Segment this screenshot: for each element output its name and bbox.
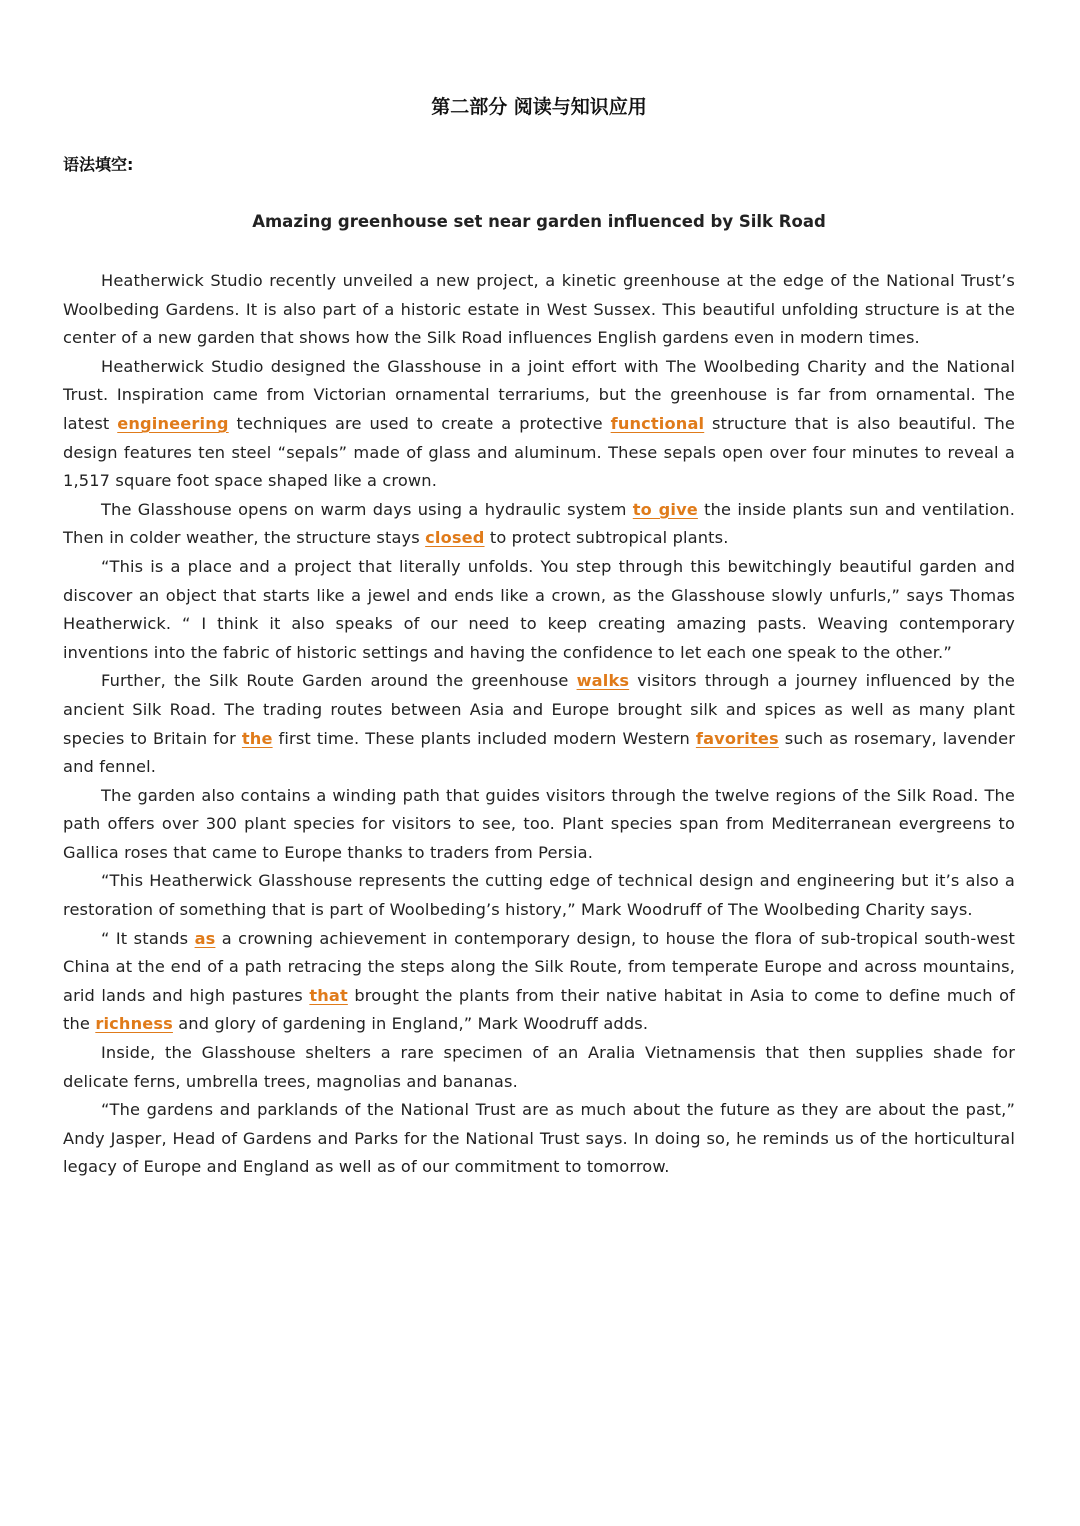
paragraph-text: “ It stands xyxy=(101,928,195,948)
paragraph-text: “This Heatherwick Glasshouse represents the cutting edge of technical design and engineering but it’s also a restoration of something that is part of Woolbeding’s history,” Mark Woodruff of The Woolbeding Charity says. xyxy=(63,871,1015,920)
article-title: Amazing greenhouse set near garden influenced by Silk Road xyxy=(252,212,826,231)
article-paragraph xyxy=(63,782,1015,868)
paragraph-text: brought the plants from their native habitat in Asia to come to define much of the xyxy=(63,985,1015,1034)
paragraph-text: Further, the Silk Route Garden around the greenhouse xyxy=(101,671,577,691)
article-paragraph xyxy=(63,925,1015,1039)
answer-word: the xyxy=(241,728,273,748)
answer-word: to give xyxy=(632,499,698,519)
paragraph-text: The Glasshouse opens on warm days using a hydraulic system xyxy=(101,499,633,519)
answer-word: richness xyxy=(95,1014,173,1034)
paragraph-text: Heatherwick Studio recently unveiled a new project, a kinetic greenhouse at the edge of the National Trust’s Woolbeding Gardens. It is also part of a historic estate in West Sussex. This beautiful unfolding structure is at the center of a new garden that shows how the Silk Road influences English gardens even in modern times. xyxy=(63,271,1015,348)
paragraph-text: the inside plants sun and ventilation. Then in colder weather, the structure stays xyxy=(63,499,1015,548)
exercise-heading: 语法填空: xyxy=(63,155,134,174)
section-title: 第二部分 阅读与知识应用 xyxy=(431,96,647,118)
answer-word: walks xyxy=(576,671,630,691)
article-body xyxy=(63,267,1015,1182)
article-paragraph xyxy=(63,353,1015,496)
paragraph-text: first time. These plants included modern Western xyxy=(272,728,696,748)
paragraph-text: techniques are used to create a protective xyxy=(228,413,611,433)
article-paragraph xyxy=(63,1096,1015,1182)
paragraph-text: “The gardens and parklands of the National Trust are as much about the future as they are about the past,” Andy Jasper, Head of Gardens and Parks for the National Trust says. In doing so, he reminds us of the horticultural legacy of Europe and England as well as of our commitment to tomorrow. xyxy=(63,1100,1015,1177)
article-paragraph xyxy=(63,496,1015,553)
answer-word: favorites xyxy=(695,728,779,748)
answer-word: closed xyxy=(425,528,485,548)
article-paragraph xyxy=(63,667,1015,781)
paragraph-text: Heatherwick Studio designed the Glasshouse in a joint effort with The Woolbeding Charity and the National Trust. Inspiration came from Victorian ornamental terrariums, but the greenhouse is far from ornamental. The latest xyxy=(63,356,1015,433)
article-paragraph xyxy=(63,267,1015,353)
paragraph-text: “This is a place and a project that literally unfolds. You step through this bewitchingly beautiful garden and discover an object that starts like a jewel and ends like a crown, as the Glasshouse slowly unfurls,” says Thomas Heatherwick. “ I think it also speaks of our need to keep creating amazing pasts. Weaving contemporary inventions into the fabric of historic settings and having the confidence to let each one speak to the other.” xyxy=(63,556,1015,662)
answer-word: functional xyxy=(610,413,705,433)
answer-word: engineering xyxy=(117,413,229,433)
paragraph-text: and glory of gardening in England,” Mark Woodruff adds. xyxy=(172,1014,649,1034)
paragraph-text: The garden also contains a winding path that guides visitors through the twelve regions of the Silk Road. The path offers over 300 plant species for visitors to see, too. Plant species span from Mediterranean evergreens to Gallica roses that came to Europe thanks to traders from Persia. xyxy=(63,785,1015,862)
paragraph-text: Inside, the Glasshouse shelters a rare specimen of an Aralia Vietnamensis that then supplies shade for delicate ferns, umbrella trees, magnolias and bananas. xyxy=(63,1043,1015,1091)
article-paragraph xyxy=(63,553,1015,667)
paragraph-text: visitors through a journey influenced by the ancient Silk Road. The trading routes between Asia and Europe brought silk and spices as well as many plant species to Britain for xyxy=(63,671,1015,748)
article-paragraph xyxy=(63,1039,1015,1096)
paragraph-text: such as rosemary, lavender and fennel. xyxy=(63,728,1015,777)
article-paragraph xyxy=(63,867,1015,924)
answer-word: as xyxy=(194,928,216,948)
paragraph-text: a crowning achievement in contemporary design, to house the flora of sub-tropical south-west China at the end of a path retracing the steps along the Silk Route, from temperate Europe and across mountains, arid lands and high pastures xyxy=(63,928,1015,1005)
answer-word: that xyxy=(309,985,348,1005)
paragraph-text: to protect subtropical plants. xyxy=(484,528,729,548)
paragraph-text: structure that is also beautiful. The design features ten steel “sepals” made of glass and aluminum. These sepals open over four minutes to reveal a 1,517 square foot space shaped like a crown. xyxy=(63,413,1016,491)
